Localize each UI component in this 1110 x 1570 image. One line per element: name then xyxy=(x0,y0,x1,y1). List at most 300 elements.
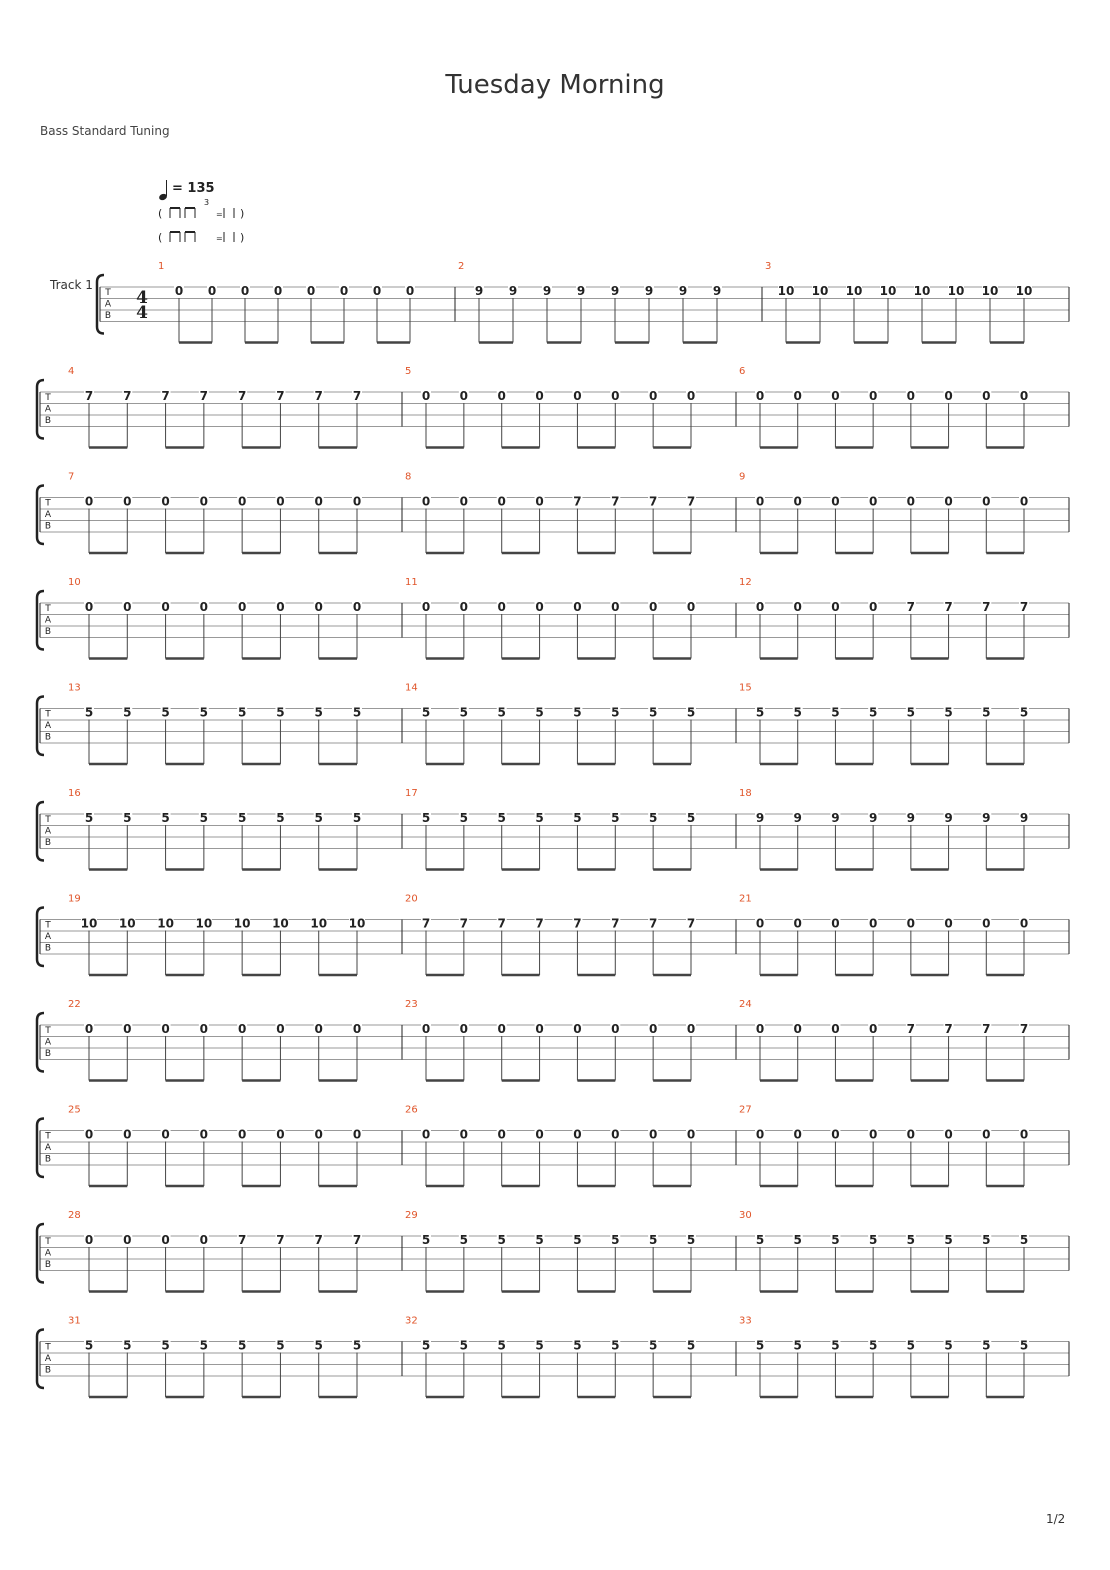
fret-number: 7 xyxy=(686,494,696,509)
fret-number: 5 xyxy=(573,1233,582,1247)
tab-clef-letter: T xyxy=(45,815,51,825)
fret-number: 5 xyxy=(831,705,840,720)
fret-number: 5 xyxy=(686,705,696,720)
fret-number: 5 xyxy=(237,811,247,825)
measure-number: 12 xyxy=(739,577,752,588)
measure-number: 1 xyxy=(158,261,165,272)
fret-number: 5 xyxy=(944,1338,953,1353)
fret-number: 7 xyxy=(497,916,506,931)
fret-number: 0 xyxy=(352,494,362,509)
fret-number: 7 xyxy=(648,494,658,509)
fret-number: 0 xyxy=(906,389,916,403)
fret-number: 9 xyxy=(712,284,722,298)
fret-number: 0 xyxy=(793,389,802,403)
fret-number: 0 xyxy=(611,600,620,614)
fret-number: 10 xyxy=(811,284,829,298)
fret-number: 7 xyxy=(276,389,285,403)
fret-number: 5 xyxy=(497,1338,506,1353)
tab-clef-letter: T xyxy=(45,604,51,614)
page-number: 1/2 xyxy=(1046,1512,1066,1526)
fret-number: 5 xyxy=(906,705,916,720)
tab-clef-letter: B xyxy=(44,521,52,532)
fret-number: 7 xyxy=(314,389,323,403)
fret-number: 5 xyxy=(276,1338,285,1353)
fret-number: 0 xyxy=(648,1127,658,1142)
measure-number: 4 xyxy=(68,366,75,377)
fret-number: 0 xyxy=(755,389,765,403)
fret-number: 0 xyxy=(421,1127,431,1142)
fret-number: 5 xyxy=(1019,705,1029,720)
fret-number: 10 xyxy=(195,916,213,931)
fret-number: 7 xyxy=(573,494,582,509)
svg-text:=: = xyxy=(216,234,223,243)
fret-number: 0 xyxy=(944,1127,953,1142)
fret-number: 0 xyxy=(123,600,132,614)
fret-number: 9 xyxy=(831,811,840,825)
fret-number: 5 xyxy=(352,705,362,720)
svg-text:): ) xyxy=(240,231,245,244)
fret-number: 5 xyxy=(161,1338,170,1353)
fret-number: 10 xyxy=(310,916,328,931)
measure-number: 7 xyxy=(68,471,75,483)
measure-number: 22 xyxy=(68,999,81,1010)
fret-number: 0 xyxy=(123,1127,132,1142)
fret-number: 9 xyxy=(610,284,620,298)
fret-number: 5 xyxy=(535,705,544,720)
fret-number: 0 xyxy=(84,600,94,614)
fret-number: 0 xyxy=(868,916,878,931)
fret-number: 0 xyxy=(982,389,991,403)
fret-number: 7 xyxy=(276,1233,285,1247)
fret-number: 0 xyxy=(276,1127,285,1142)
fret-number: 0 xyxy=(686,389,696,403)
tab-clef-letter: A xyxy=(44,1143,52,1153)
measure-number: 28 xyxy=(68,1210,81,1221)
fret-number: 7 xyxy=(611,494,620,509)
fret-number: 0 xyxy=(686,1022,696,1036)
fret-number: 5 xyxy=(123,1338,132,1353)
tab-clef-letter: B xyxy=(44,627,52,637)
fret-number: 5 xyxy=(314,811,323,825)
fret-number: 7 xyxy=(161,389,170,403)
fret-number: 0 xyxy=(276,494,285,509)
fret-number: 9 xyxy=(474,284,484,298)
fret-number: 5 xyxy=(573,705,582,720)
fret-number: 0 xyxy=(686,1127,696,1142)
fret-number: 9 xyxy=(542,284,552,298)
fret-number: 5 xyxy=(84,1338,94,1353)
time-signature-bottom: 4 xyxy=(136,303,148,323)
fret-number: 5 xyxy=(793,1338,802,1353)
fret-number: 7 xyxy=(982,600,991,614)
fret-number: 5 xyxy=(352,811,362,825)
fret-number: 5 xyxy=(84,705,94,720)
fret-number: 5 xyxy=(831,1233,840,1247)
fret-number: 0 xyxy=(611,1022,620,1036)
tab-clef-letter: B xyxy=(44,416,52,426)
fret-number: 0 xyxy=(276,1022,285,1036)
fret-number: 10 xyxy=(80,916,98,931)
fret-number: 9 xyxy=(644,284,654,298)
fret-number: 0 xyxy=(982,1127,991,1142)
fret-number: 5 xyxy=(686,1338,696,1353)
fret-number: 0 xyxy=(648,389,658,403)
fret-number: 7 xyxy=(906,1022,916,1036)
page-title: Tuesday Morning xyxy=(445,70,665,100)
fret-number: 5 xyxy=(686,1233,696,1247)
fret-number: 0 xyxy=(1019,1127,1029,1142)
fret-number: 0 xyxy=(237,1022,247,1036)
fret-number: 0 xyxy=(648,600,658,614)
fret-number: 10 xyxy=(879,284,897,298)
fret-number: 0 xyxy=(755,1022,765,1036)
fret-number: 7 xyxy=(982,1022,991,1036)
fret-number: 9 xyxy=(678,284,688,298)
fret-number: 0 xyxy=(1019,389,1029,403)
fret-number: 0 xyxy=(314,600,323,614)
tab-clef-letter: T xyxy=(45,920,51,931)
fret-number: 10 xyxy=(981,284,999,298)
fret-number: 0 xyxy=(240,284,250,298)
fret-number: 7 xyxy=(199,389,209,403)
fret-number: 5 xyxy=(314,1338,323,1353)
fret-number: 0 xyxy=(123,494,132,509)
fret-number: 0 xyxy=(755,600,765,614)
fret-number: 0 xyxy=(459,494,469,509)
measure-number: 24 xyxy=(739,999,752,1010)
fret-number: 5 xyxy=(611,811,620,825)
fret-number: 10 xyxy=(272,916,289,931)
fret-number: 5 xyxy=(573,811,582,825)
tab-clef-letter: T xyxy=(45,498,51,509)
fret-number: 0 xyxy=(831,1022,840,1036)
fret-number: 5 xyxy=(276,705,285,720)
fret-number: 0 xyxy=(84,494,94,509)
fret-number: 10 xyxy=(348,916,366,931)
tab-clef-letter: A xyxy=(44,1354,52,1364)
fret-number: 0 xyxy=(831,600,840,614)
fret-number: 5 xyxy=(497,705,506,720)
measure-number: 33 xyxy=(739,1315,752,1327)
tuning-label: Bass Standard Tuning xyxy=(40,124,170,138)
fret-number: 0 xyxy=(944,916,953,931)
fret-number: 5 xyxy=(535,811,544,825)
fret-number: 0 xyxy=(755,916,765,931)
fret-number: 0 xyxy=(161,1022,170,1036)
fret-number: 10 xyxy=(845,284,863,298)
fret-number: 0 xyxy=(944,494,953,509)
tab-clef-letter: A xyxy=(44,404,52,415)
fret-number: 0 xyxy=(237,600,247,614)
tab-clef-letter: T xyxy=(45,1131,51,1142)
fret-number: 5 xyxy=(944,1233,953,1247)
fret-number: 5 xyxy=(497,811,506,825)
fret-number: 0 xyxy=(352,1022,362,1036)
fret-number: 0 xyxy=(982,916,991,931)
fret-number: 0 xyxy=(161,600,170,614)
fret-number: 0 xyxy=(1019,494,1029,509)
fret-number: 5 xyxy=(459,705,469,720)
fret-number: 5 xyxy=(84,811,94,825)
measure-number: 2 xyxy=(458,261,465,272)
tab-clef-letter: T xyxy=(45,1026,51,1036)
fret-number: 5 xyxy=(982,1233,991,1247)
measure-number: 14 xyxy=(405,682,418,694)
tab-clef-letter: B xyxy=(44,1154,52,1165)
fret-number: 0 xyxy=(459,1127,469,1142)
fret-number: 5 xyxy=(868,1233,878,1247)
fret-number: 7 xyxy=(84,389,94,403)
fret-number: 7 xyxy=(611,916,620,931)
fret-number: 0 xyxy=(793,1127,802,1142)
fret-number: 5 xyxy=(906,1233,916,1247)
fret-number: 5 xyxy=(535,1338,544,1353)
fret-number: 0 xyxy=(459,389,469,403)
measure-number: 26 xyxy=(405,1104,418,1116)
fret-number: 7 xyxy=(535,916,544,931)
fret-number: 7 xyxy=(352,1233,362,1247)
fret-number: 0 xyxy=(686,600,696,614)
fret-number: 0 xyxy=(868,389,878,403)
fret-number: 5 xyxy=(276,811,285,825)
fret-number: 7 xyxy=(648,916,658,931)
fret-number: 5 xyxy=(459,1338,469,1353)
fret-number: 5 xyxy=(982,1338,991,1353)
fret-number: 7 xyxy=(123,389,132,403)
tab-clef-letter: A xyxy=(44,615,52,626)
fret-number: 5 xyxy=(755,705,765,720)
measure-number: 19 xyxy=(68,893,81,905)
fret-number: 0 xyxy=(573,1127,582,1142)
fret-number: 0 xyxy=(237,494,247,509)
fret-number: 0 xyxy=(868,1127,878,1142)
tab-clef-letter: T xyxy=(45,393,51,403)
fret-number: 5 xyxy=(161,705,170,720)
fret-number: 0 xyxy=(793,1022,802,1036)
measure-number: 8 xyxy=(405,471,412,483)
fret-number: 5 xyxy=(199,811,209,825)
fret-number: 9 xyxy=(755,811,765,825)
fret-number: 0 xyxy=(573,1022,582,1036)
fret-number: 0 xyxy=(611,389,620,403)
fret-number: 5 xyxy=(573,1338,582,1353)
fret-number: 0 xyxy=(421,600,431,614)
fret-number: 0 xyxy=(868,600,878,614)
fret-number: 7 xyxy=(237,1233,247,1247)
fret-number: 5 xyxy=(648,811,658,825)
fret-number: 5 xyxy=(611,1338,620,1353)
fret-number: 10 xyxy=(157,916,174,931)
fret-number: 5 xyxy=(648,1233,658,1247)
measure-number: 23 xyxy=(405,999,418,1010)
svg-text:=: = xyxy=(216,210,223,219)
fret-number: 7 xyxy=(421,916,431,931)
fret-number: 5 xyxy=(1019,1233,1029,1247)
fret-number: 5 xyxy=(421,705,431,720)
measure-number: 10 xyxy=(68,577,81,588)
fret-number: 5 xyxy=(1019,1338,1029,1353)
fret-number: 7 xyxy=(1019,600,1029,614)
fret-number: 0 xyxy=(868,494,878,509)
fret-number: 0 xyxy=(161,494,170,509)
fret-number: 5 xyxy=(648,1338,658,1353)
measure-number: 17 xyxy=(405,788,418,799)
fret-number: 0 xyxy=(161,1127,170,1142)
measure-number: 21 xyxy=(739,893,752,905)
fret-number: 0 xyxy=(573,389,582,403)
fret-number: 5 xyxy=(314,705,323,720)
tab-clef-letter: B xyxy=(44,1365,52,1376)
fret-number: 5 xyxy=(123,811,132,825)
fret-number: 5 xyxy=(868,705,878,720)
measure-number: 32 xyxy=(405,1315,418,1327)
tempo-bpm: = 135 xyxy=(172,181,215,196)
fret-number: 5 xyxy=(648,705,658,720)
fret-number: 0 xyxy=(831,916,840,931)
fret-number: 9 xyxy=(576,284,586,298)
fret-number: 7 xyxy=(352,389,362,403)
tab-clef-letter: B xyxy=(44,1260,52,1270)
fret-number: 9 xyxy=(982,811,991,825)
fret-number: 0 xyxy=(123,1233,132,1247)
fret-number: 0 xyxy=(755,1127,765,1142)
fret-number: 5 xyxy=(421,1233,431,1247)
fret-number: 5 xyxy=(161,811,170,825)
fret-number: 0 xyxy=(535,1127,544,1142)
fret-number: 7 xyxy=(686,916,696,931)
fret-number: 5 xyxy=(793,1233,802,1247)
fret-number: 0 xyxy=(793,600,802,614)
fret-number: 5 xyxy=(982,705,991,720)
fret-number: 5 xyxy=(459,1233,469,1247)
fret-number: 0 xyxy=(84,1233,94,1247)
svg-text:(: ( xyxy=(158,231,163,244)
measure-number: 15 xyxy=(739,682,752,694)
fret-number: 0 xyxy=(199,494,209,509)
fret-number: 0 xyxy=(314,1127,323,1142)
fret-number: 7 xyxy=(944,1022,953,1036)
fret-number: 0 xyxy=(573,600,582,614)
measure-number: 30 xyxy=(739,1210,752,1221)
fret-number: 5 xyxy=(199,1338,209,1353)
fret-number: 0 xyxy=(982,494,991,509)
fret-number: 0 xyxy=(273,284,283,298)
tab-clef-letter: B xyxy=(44,732,52,743)
tab-clef-letter: B xyxy=(44,838,52,848)
fret-number: 0 xyxy=(648,1022,658,1036)
fret-number: 0 xyxy=(611,1127,620,1142)
fret-number: 0 xyxy=(174,284,184,298)
fret-number: 0 xyxy=(199,600,209,614)
measure-number: 18 xyxy=(739,788,752,799)
fret-number: 0 xyxy=(831,389,840,403)
tab-clef-letter: B xyxy=(44,943,52,954)
fret-number: 0 xyxy=(405,284,415,298)
tab-clef-letter: B xyxy=(44,1049,52,1059)
svg-text:): ) xyxy=(240,207,245,220)
fret-number: 10 xyxy=(1015,284,1033,298)
fret-number: 0 xyxy=(906,916,916,931)
measure-number: 3 xyxy=(765,261,772,272)
fret-number: 5 xyxy=(793,705,802,720)
fret-number: 0 xyxy=(831,494,840,509)
fret-number: 0 xyxy=(352,1127,362,1142)
fret-number: 5 xyxy=(421,811,431,825)
fret-number: 5 xyxy=(497,1233,506,1247)
triplet-digit: 3 xyxy=(204,198,210,207)
fret-number: 0 xyxy=(314,494,323,509)
fret-number: 0 xyxy=(793,494,802,509)
fret-number: 5 xyxy=(535,1233,544,1247)
fret-number: 7 xyxy=(237,389,247,403)
tab-clef-letter: A xyxy=(104,299,112,310)
fret-number: 5 xyxy=(123,705,132,720)
fret-number: 5 xyxy=(421,1338,431,1353)
fret-number: 0 xyxy=(199,1022,209,1036)
fret-number: 0 xyxy=(306,284,316,298)
fret-number: 0 xyxy=(793,916,802,931)
fret-number: 0 xyxy=(352,600,362,614)
fret-number: 0 xyxy=(535,600,544,614)
fret-number: 10 xyxy=(947,284,965,298)
fret-number: 0 xyxy=(459,1022,469,1036)
fret-number: 0 xyxy=(84,1022,94,1036)
fret-number: 0 xyxy=(497,494,506,509)
fret-number: 5 xyxy=(237,1338,247,1353)
fret-number: 0 xyxy=(535,389,544,403)
fret-number: 9 xyxy=(944,811,953,825)
fret-number: 10 xyxy=(777,284,795,298)
fret-number: 9 xyxy=(508,284,518,298)
measure-number: 9 xyxy=(739,471,746,483)
svg-text:(: ( xyxy=(158,207,163,220)
fret-number: 0 xyxy=(237,1127,247,1142)
tab-clef-letter: A xyxy=(44,932,52,942)
measure-number: 27 xyxy=(739,1104,752,1116)
fret-number: 0 xyxy=(199,1127,209,1142)
measure-number: 13 xyxy=(68,682,81,694)
tab-clef-letter: B xyxy=(104,311,112,321)
fret-number: 0 xyxy=(339,284,349,298)
fret-number: 0 xyxy=(1019,916,1029,931)
fret-number: 7 xyxy=(459,916,469,931)
fret-number: 0 xyxy=(276,600,285,614)
tab-clef-letter: A xyxy=(44,1037,52,1048)
fret-number: 5 xyxy=(611,705,620,720)
time-signature-top: 4 xyxy=(136,288,148,308)
tab-clef-letter: A xyxy=(44,826,52,837)
track-name: Track 1 xyxy=(50,278,93,292)
fret-number: 0 xyxy=(535,1022,544,1036)
fret-number: 0 xyxy=(497,1127,506,1142)
fret-number: 0 xyxy=(421,389,431,403)
fret-number: 9 xyxy=(868,811,878,825)
fret-number: 10 xyxy=(118,916,136,931)
tab-clef-letter: A xyxy=(44,510,52,520)
fret-number: 7 xyxy=(944,600,953,614)
fret-number: 0 xyxy=(906,1127,916,1142)
fret-number: 5 xyxy=(906,1338,916,1353)
fret-number: 0 xyxy=(831,1127,840,1142)
fret-number: 10 xyxy=(233,916,251,931)
fret-number: 7 xyxy=(573,916,582,931)
fret-number: 10 xyxy=(913,284,931,298)
fret-number: 0 xyxy=(84,1127,94,1142)
fret-number: 5 xyxy=(459,811,469,825)
measure-number: 5 xyxy=(405,366,412,377)
tab-clef-letter: T xyxy=(105,288,111,298)
fret-number: 0 xyxy=(421,1022,431,1036)
